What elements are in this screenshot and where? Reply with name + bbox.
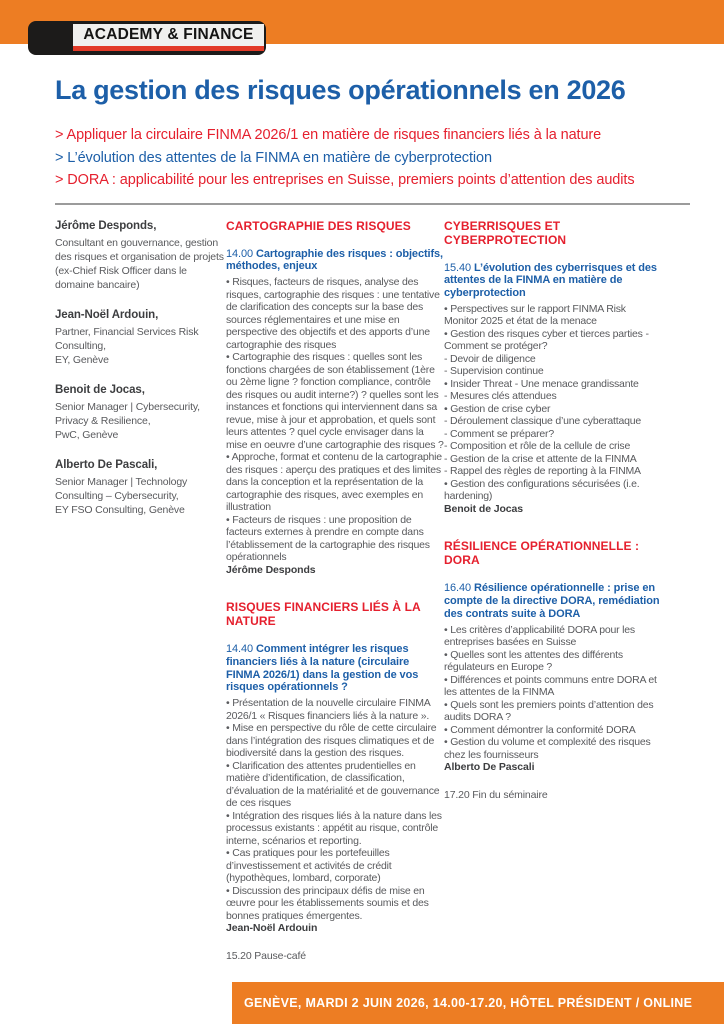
session-items [444,624,662,762]
session-item: • Discussion des principaux défis de mise en œuvre pour les établissements soumis et des bonnes pratiques émergentes. [226,884,429,922]
section-cartographie [226,219,444,577]
session-note: 17.20 Fin du séminaire [444,788,548,801]
footer-orange-bar [232,982,724,1024]
logo-label: ACADEMY & FINANCE [73,24,264,46]
section-heading: CYBERRISQUES ET CYBERPROTECTION [444,218,567,247]
session-item: - Supervision continue [444,365,544,378]
session-item: - Comment se préparer? [444,427,554,440]
columns [55,219,690,986]
session-title-text: Cartographie des risques : objectifs, méthodes, enjeux [226,247,444,273]
top-orange-band [0,0,724,44]
session-title-text: L’évolution des cyberrisques et des attentes de la FINMA en matière de cyberprotection [444,261,657,300]
session-note: 15.20 Pause-café [226,949,306,962]
session-item: • Quels sont les premiers points d’attention des audits DORA ? [444,698,654,724]
speaker-firm: EY FSO Consulting, Genève [55,503,185,516]
session-item: • Présentation de la nouvelle circulaire FINMA 2026/1 « Risques financiers liés à la nature ». [226,697,430,722]
session-signature: Benoit de Jocas [444,502,524,515]
speaker [55,308,226,367]
session-title-text: Résilience opérationnelle : prise en compte de la directive DORA, remédiation des contrats suite à DORA [444,582,660,620]
speakers-column [55,219,226,986]
intro-bullet: > Appliquer la circulaire FINMA 2026/1 en matière de risques financiers liés à la nature [55,127,602,143]
speaker [55,458,226,517]
session-signature: Jérôme Desponds [226,563,316,576]
speaker-name: Alberto De Pascali, [55,458,158,471]
session-title [226,248,444,274]
session-item: - Mesures clés attendues [444,390,557,403]
speaker-name: Benoit de Jocas, [55,383,145,396]
session-time: 14.40 [226,643,254,656]
session-title [444,262,662,300]
session-item: - Composition et rôle de la cellule de crise [444,440,631,453]
session-item: • Les critères d’applicabilité DORA pour les entreprises basées en Suisse [444,623,635,649]
session-item: • Cartographie des risques : quelles sont les fonctions chargées de son établissement (1ère ou 2ème ligne ? fonction compliance, contrôle des risques ou audit interne?) ? quelles sont les instances et fonctions qui interviennent dans sa revue, mise à jour et approbation, et quels sont leurs attentes ? quel cycle envisager dans la mise en oeuvre d’une cartographie des risques ? [226,351,444,451]
session-item: - Rappel des règles de reporting à la FINMA [444,465,641,478]
page-title: La gestion des risques opérationnels en 2026 [55,75,626,105]
session-item: - Gestion de la crise et attente de la FINMA [444,452,637,465]
page-content [55,44,690,986]
section-cyber [444,219,662,516]
session-time: 16.40 [444,582,472,595]
speaker [55,383,226,442]
session-item: - Déroulement classique d’une cyberattaque [444,415,642,428]
speaker-role: Partner, Financial Services Risk Consulting, [55,325,199,352]
session-item: • Comment démontrer la conformité DORA [444,723,636,736]
session-item: • Gestion de crise cyber [444,402,551,415]
session-signature: Jean-Noël Ardouin [226,922,318,935]
session-item: • Perspectives sur le rapport FINMA Risk Monitor 2025 et état de la menace [444,302,626,328]
speaker [55,219,226,292]
session-item: • Mise en perspective du rôle de cette circulaire dans l’intégration des risques climatiques et de biodiversité dans la gestion des risques. [226,722,437,760]
speaker-firm: EY, Genève [55,353,109,366]
speaker-name: Jean-Noël Ardouin, [55,308,159,321]
session-signature: Alberto De Pascali [444,761,535,774]
session-item: • Cas pratiques pour les portefeuilles d’investissement et activités de crédit (hypothèques, lombard, corporate) [226,847,392,885]
session-item: • Risques, facteurs de risques, analyse des risques, cartographie des risques : une tentative de clarification des concepts sur la base des sources réglementaires et une mise en perspective des objectifs et des apports d’une cartographie des risques [226,276,440,351]
session-item: • Quelles sont les attentes des différents régulateurs en Europe ? [444,648,623,674]
footer-event-info: GENÈVE, MARDI 2 JUIN 2026, 14.00-17.20, HÔTEL PRÉSIDENT / ONLINE [244,996,693,1010]
session-item: • Gestion des configurations sécurisées (i.e. hardening) [444,477,640,503]
intro-bullets [55,124,690,192]
session-title-text: Comment intégrer les risques financiers liés à la nature (circulaire FINMA 2026/1) dans la gestion de vos risques opérationnels ? [226,643,419,694]
intro-bullet: > DORA : applicabilité pour les entreprises en Suisse, premiers points d’attention des audits [55,172,635,188]
session-item: • Insider Threat - Une menace grandissante [444,377,639,390]
session-title [444,582,662,620]
session-item: • Différences et points communs entre DORA et les attentes de la FINMA [444,673,657,699]
session-time: 14.00 [226,247,254,260]
session-item: • Gestion des risques cyber et tierces parties - Comment se protéger? [444,327,649,353]
section-heading: RÉSILIENCE OPÉRATIONNELLE : DORA [444,539,640,568]
session-items [444,303,662,503]
speaker-firm: PwC, Genève [55,428,119,441]
horizontal-divider [55,203,690,205]
session-item: • Approche, format et contenu de la cartographie des risques : aperçu des pratiques et des limites dans la conception et la représentation de la cartographie des risques, avec exemples en illustration [226,451,442,514]
session-items [226,697,444,922]
session-time: 15.40 [444,261,472,274]
section-heading: RISQUES FINANCIERS LIÉS À LA NATURE [226,600,421,629]
session-title [226,643,444,694]
program-column-1 [226,219,444,986]
session-item: • Clarification des attentes prudentielles en matière d’identification, de classification, d’évaluation de la matérialité et de gouvernance de ces risques [226,759,440,810]
speaker-role: Consultant en gouvernance, gestion des risques et organisation de projets (ex-Chief Risk Officer dans le domaine bancaire) [55,236,224,291]
speaker-name: Jérôme Desponds, [55,219,157,232]
session-items [226,276,444,564]
program-column-2 [444,219,662,986]
section-nature [226,600,444,962]
section-heading: CARTOGRAPHIE DES RISQUES [226,218,411,233]
session-item: • Facteurs de risques : une proposition de facteurs externes à prendre en compte dans l’établissement de la cartographie des risques opérationnels [226,513,430,564]
session-item: - Devoir de diligence [444,352,536,365]
speaker-role: Senior Manager | Technology Consulting – Cybersecurity, [55,475,188,502]
section-dora [444,539,662,800]
speaker-role: Senior Manager | Cybersecurity, Privacy & Resilience, [55,400,200,427]
session-item: • Intégration des risques liés à la nature dans les processus existants : appétit au risque, contrôle interne, scénarios et reporting. [226,809,442,847]
intro-bullet: > L’évolution des attentes de la FINMA en matière de cyberprotection [55,149,492,166]
session-item: • Gestion du volume et complexité des risques chez les fournisseurs [444,736,651,761]
